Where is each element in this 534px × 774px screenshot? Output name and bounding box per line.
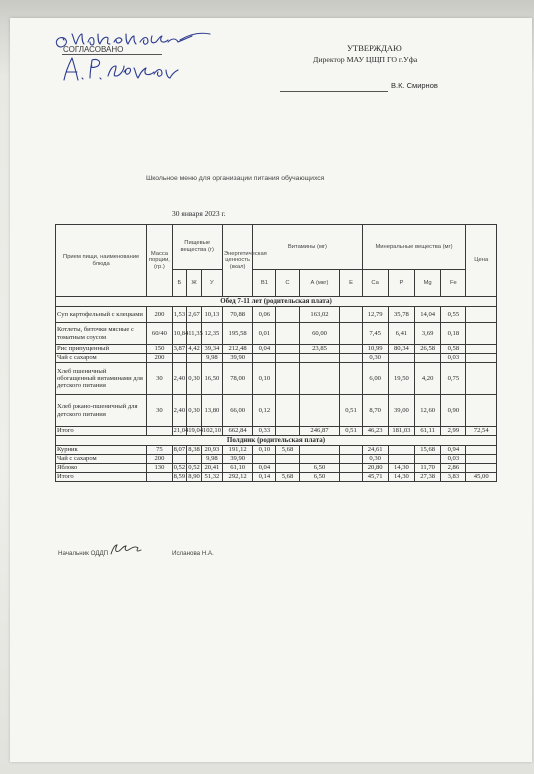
cell-zh [187,354,202,363]
cell-price: 72,54 [466,427,497,436]
header-b1: В1 [253,270,276,297]
cell-price [466,464,497,473]
cell-b1: 0,12 [253,395,276,427]
cell-kcal: 191,12 [222,446,252,455]
cell-name: Котлеты, биточки мясные с томатным соусом [56,323,147,345]
cell-mass: 200 [147,307,172,323]
cell-zh: 4,42 [188,345,200,353]
cell-c [276,363,299,395]
cell-b1: 0,10 [253,446,276,455]
cell-p: 14,30 [388,464,414,473]
cell-fe: 2,86 [441,464,466,473]
cell-e [340,455,362,464]
cell-name: Итого [56,427,147,436]
cell-a [299,446,340,455]
approve-label: УТВЕРЖДАЮ [347,43,402,53]
header-minerals: Минеральные вещества (мг) [362,225,466,270]
cell-b: 0,52 [173,464,186,472]
header-b: Б [172,270,187,297]
cell-u: 9,98 [201,354,222,363]
cell-b1: 0,10 [253,363,276,395]
cell-b: 1,53 [172,307,187,323]
cell-mass [147,473,172,482]
cell-mass: 75 [147,446,172,455]
cell-kcal: 212,48 [222,345,252,354]
cell-e [340,464,362,473]
table-row [56,323,497,345]
cell-ca: 0,30 [362,455,388,464]
cell-ca: 45,71 [362,473,388,482]
cell-kcal: 61,10 [222,464,252,473]
cell-fe: 0,90 [441,395,466,427]
cell-e [340,345,362,354]
cell-u: 12,35 [201,323,222,345]
cell-p: 35,78 [388,307,414,323]
cell-kcal: 66,00 [222,395,252,427]
cell-kcal: 195,58 [222,323,252,345]
header-fe: Fe [441,270,466,297]
cell-p [388,354,414,363]
approve-position: Директор МАУ ЦЩП ГО г.Уфа [313,55,418,64]
cell-b: 8,59 [173,473,186,481]
header-u: У [201,270,222,297]
cell-u: 16,50 [201,363,222,395]
cell-mass: 30 [147,363,172,395]
cell-price [466,323,497,345]
cell-ca: 12,79 [362,307,388,323]
cell-mass: 200 [147,455,172,464]
total-row [56,473,497,482]
table-row [56,307,497,323]
cell-price [466,455,497,464]
header-nutrients: Пищевые вещества (г) [172,225,222,270]
cell-price [466,446,497,455]
snack-rows [56,446,497,482]
cell-b1: 0,06 [253,307,276,323]
cell-price [466,395,497,427]
cell-mass: 200 [147,354,172,363]
cell-p: 80,34 [388,345,414,354]
cell-b [172,455,187,464]
cell-fe: 3,83 [441,473,466,482]
cell-p: 181,03 [388,427,414,436]
cell-ca: 0,30 [362,354,388,363]
cell-p [388,455,414,464]
table-row [56,354,497,363]
cell-e [340,354,362,363]
agreed-signature-line [62,54,162,55]
footer-name: Исланова Н.А. [172,550,214,557]
cell-price: 45,00 [466,473,497,482]
menu-table [55,224,497,482]
cell-mg: 15,68 [415,446,441,455]
cell-mass [147,427,172,436]
cell-mass: 150 [147,345,172,354]
cell-name: Курник [56,446,147,455]
header-vitamins: Витамины (мг) [253,225,362,270]
cell-p: 19,50 [388,363,414,395]
cell-ca: 6,00 [362,363,388,395]
cell-kcal: 78,00 [222,363,252,395]
cell-c [276,345,299,354]
cell-zh: 2,67 [187,307,202,323]
cell-mg: 26,58 [415,345,441,354]
lunch-rows [56,307,497,436]
cell-p [388,446,414,455]
table-row [56,455,497,464]
section-snack: Полдник (родительская плата) [56,436,497,446]
cell-u: 13,80 [201,395,222,427]
cell-a: 6,50 [299,473,340,482]
cell-mg: 14,04 [415,307,441,323]
cell-zh: 8,90 [188,473,200,481]
cell-b: 2,40 [172,395,187,427]
cell-a: 60,00 [299,323,340,345]
table-row [56,446,497,455]
cell-a [299,455,340,464]
cell-b: 10,84 [172,323,187,345]
cell-e [340,446,362,455]
cell-name: Яблоко [56,464,147,473]
cell-e [340,323,362,345]
cell-u: 102,10 [202,427,222,435]
cell-b1: 0,33 [253,427,276,436]
cell-zh [187,455,202,464]
cell-b: 8,07 [173,446,186,454]
cell-u: 51,32 [201,473,222,482]
cell-fe: 0,03 [441,354,466,363]
cell-name: Рис припущенный [56,345,147,354]
cell-p: 6,41 [388,323,414,345]
header-p: Р [388,270,414,297]
cell-fe: 0,58 [441,345,466,354]
header-price: Цена [466,225,497,297]
footer-position: Начальник ОДДП [58,550,109,557]
cell-a [299,363,340,395]
cell-c [276,395,299,427]
cell-mass: 130 [147,464,172,473]
cell-kcal: 662,84 [222,427,252,436]
header-mg: Mg [415,270,441,297]
table-row [56,363,497,395]
cell-zh: 0,52 [188,464,200,472]
cell-mass: 60/40 [147,323,172,345]
header-mass: Масса порции, (гр.) [147,225,172,297]
cell-price [466,345,497,354]
cell-name: Хлеб пшеничный обогащенный витаминами для детского питания [56,363,147,395]
cell-kcal: 70,88 [222,307,252,323]
table-row [56,395,497,427]
cell-ca: 46,23 [362,427,388,436]
cell-name: Итого [56,473,147,482]
cell-a: 246,87 [299,427,340,436]
approve-name: В.К. Смирнов [391,81,438,90]
agreed-label: СОГЛАСОВАНО [63,45,124,54]
cell-b1: 0,01 [253,323,276,345]
cell-price [466,363,497,395]
cell-a: 163,02 [299,307,340,323]
cell-u: 20,41 [201,464,222,473]
header-zh: Ж [187,270,202,297]
header-c: С [276,270,299,297]
approve-signature-line [280,91,388,92]
cell-ca: 7,45 [362,323,388,345]
cell-fe: 2,99 [441,427,466,436]
cell-fe: 0,94 [441,446,466,455]
cell-u: 9,98 [201,455,222,464]
cell-u: 10,13 [201,307,222,323]
cell-name: Чай с сахаром [56,354,147,363]
total-row [56,427,497,436]
cell-e [340,307,362,323]
cell-name: Хлеб ржано-пшеничный для детского питания [56,395,147,427]
cell-c [276,455,299,464]
cell-b [172,354,187,363]
cell-c [276,323,299,345]
cell-b1: 0,04 [253,464,276,473]
cell-a [299,354,340,363]
cell-zh: 11,35 [187,323,202,345]
cell-ca: 24,61 [362,446,388,455]
cell-b1 [253,354,276,363]
cell-a: 23,85 [299,345,340,354]
cell-b: 3,87 [173,345,186,353]
cell-b: 21,04 [173,427,189,435]
cell-c: 5,68 [276,446,299,455]
cell-mg: 12,60 [415,395,441,427]
cell-ca: 20,80 [362,464,388,473]
cell-c [276,354,299,363]
cell-mg [415,354,441,363]
cell-mg: 4,20 [415,363,441,395]
cell-e [340,363,362,395]
cell-ca: 8,70 [362,395,388,427]
cell-price [466,354,497,363]
cell-b1: 0,14 [253,473,276,482]
cell-mg: 61,11 [415,427,441,436]
table-row [56,345,497,354]
cell-name: Чай с сахаром [56,455,147,464]
cell-fe: 0,55 [441,307,466,323]
cell-e: 0,51 [340,395,362,427]
cell-c: 5,68 [276,473,299,482]
cell-zh: 0,30 [187,363,202,395]
document-date: 30 января 2023 г. [172,209,226,218]
cell-a: 6,50 [299,464,340,473]
cell-mg: 27,38 [415,473,441,482]
table-row [56,464,497,473]
cell-c [276,464,299,473]
cell-e: 0,51 [340,427,362,436]
cell-c [276,427,299,436]
cell-mass: 30 [147,395,172,427]
cell-fe: 0,75 [441,363,466,395]
header-energy: Энергетическая ценность (ккал) [222,225,252,297]
cell-b1: 0,04 [253,345,276,354]
header-meal: Прием пищи, наименование блюда [56,225,147,297]
cell-zh: 19,04 [188,427,204,435]
cell-kcal: 292,12 [222,473,252,482]
cell-name: Суп картофельный с клецками [56,307,147,323]
header-e: Е [340,270,362,297]
cell-p: 14,30 [388,473,414,482]
cell-zh: 0,30 [187,395,202,427]
cell-kcal: 39,90 [222,354,252,363]
cell-mg [415,455,441,464]
cell-e [340,473,362,482]
cell-zh: 8,38 [188,446,200,454]
cell-a [299,395,340,427]
cell-fe: 0,03 [441,455,466,464]
cell-fe: 0,18 [441,323,466,345]
header-ca: Са [362,270,388,297]
cell-mg: 3,69 [415,323,441,345]
header-a: А (мкг) [299,270,340,297]
cell-price [466,307,497,323]
section-lunch: Обед 7-11 лет (родительская плата) [56,297,497,307]
document-title: Школьное меню для организации питания обучающихся [146,175,325,182]
cell-c [276,307,299,323]
footer-signature [108,542,148,558]
cell-kcal: 39,90 [222,455,252,464]
cell-ca: 10,99 [362,345,388,354]
cell-b: 2,40 [172,363,187,395]
cell-u: 39,34 [201,345,222,354]
cell-mg: 11,70 [415,464,441,473]
cell-u: 20,93 [201,446,222,455]
cell-b1 [253,455,276,464]
cell-p: 39,00 [388,395,414,427]
